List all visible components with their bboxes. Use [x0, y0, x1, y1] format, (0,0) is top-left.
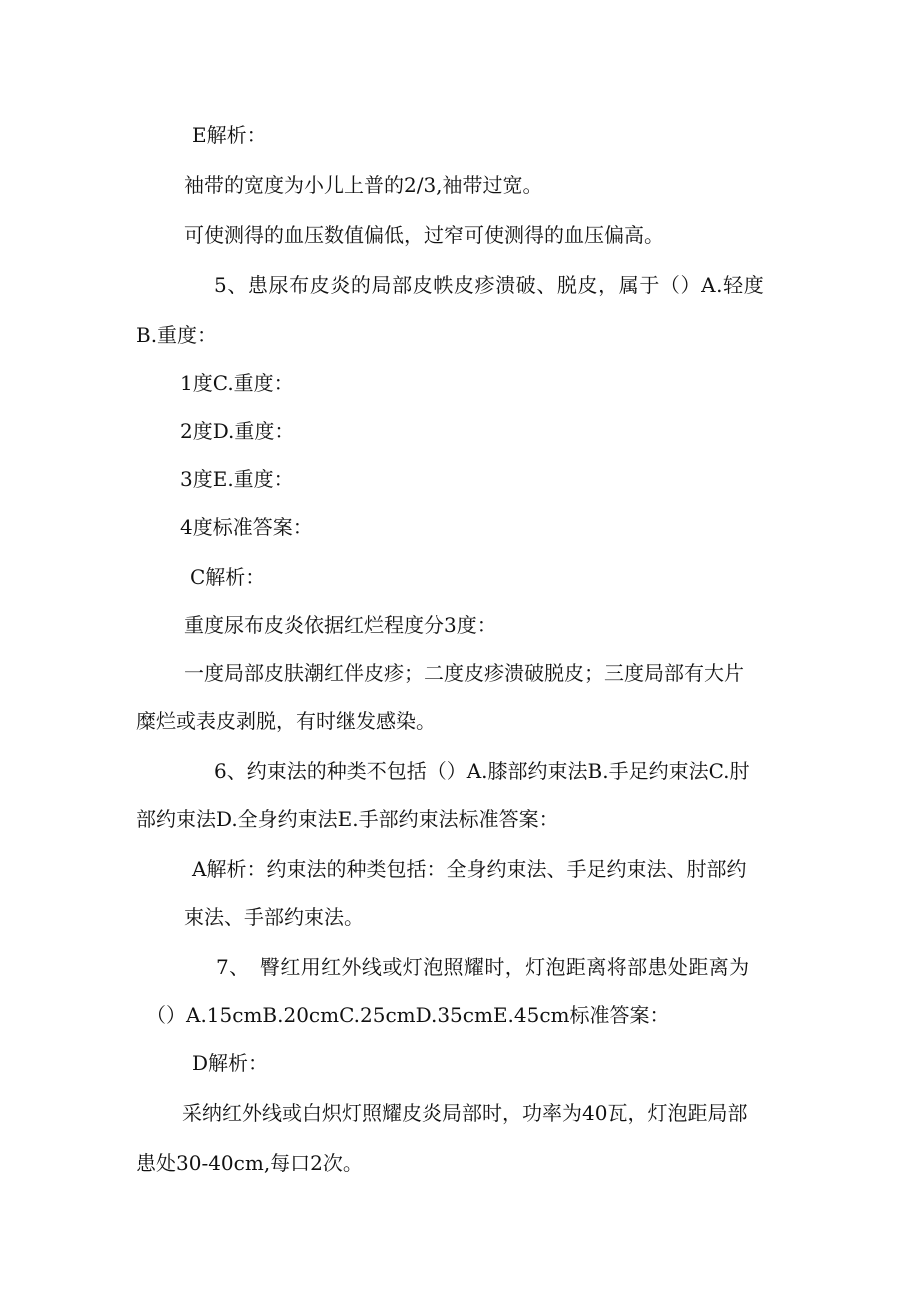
paragraph-line: 重度尿布皮炎依据红烂程度分3度： — [184, 613, 497, 637]
paragraph-line: 糜烂或表皮剥脱，有时继发感染。 — [136, 709, 436, 733]
paragraph-line: 采纳红外线或白炽灯照耀皮炎局部时，功率为40瓦，灯泡距局部 — [182, 1101, 748, 1125]
question-7-options: （）A.15cmB.20cmC.25cmD.35cmE.45cm标准答案： — [146, 1003, 670, 1027]
question-5-option: 3度E.重度： — [180, 467, 294, 491]
question-5-stem: 5、患尿布皮炎的局部皮帙皮疹溃破、脱皮，属于（）A.轻度 — [214, 273, 765, 297]
paragraph-line: 可使测得的血压数值偏低，过窄可使测得的血压偏高。 — [184, 223, 664, 247]
answer-d-explanation-label: D解析： — [192, 1051, 269, 1075]
question-7-stem: 7、 臀红用红外线或灯泡照耀时，灯泡距离将部患处距离为 — [216, 955, 750, 979]
paragraph-line: 患处30-40cm,每口2次。 — [136, 1151, 363, 1175]
paragraph-line: 袖带的宽度为小儿上普的2/3,袖带过宽。 — [184, 173, 543, 197]
answer-e-explanation-label: E解析： — [192, 123, 267, 147]
question-6-stem-cont: 部约束法D.全身约束法E.手部约束法标准答案： — [136, 807, 559, 831]
question-5-option: B.重度： — [136, 323, 218, 347]
question-5-option: 1度C.重度： — [180, 371, 294, 395]
paragraph-line: 束法、手部约束法。 — [184, 905, 364, 929]
paragraph-line: 一度局部皮肤潮红伴皮疹；二度皮疹溃破脱皮；三度局部有大片 — [184, 661, 744, 685]
answer-a-explanation: A解析：约束法的种类包括：全身约束法、手足约束法、肘部约 — [192, 857, 747, 881]
question-5-standard-answer: 4度标准答案： — [180, 515, 313, 539]
question-6-stem: 6、约束法的种类不包括（）A.膝部约束法B.手足约束法C.肘 — [214, 759, 750, 783]
question-5-option: 2度D.重度： — [180, 419, 295, 443]
answer-c-explanation-label: C解析： — [190, 565, 266, 589]
